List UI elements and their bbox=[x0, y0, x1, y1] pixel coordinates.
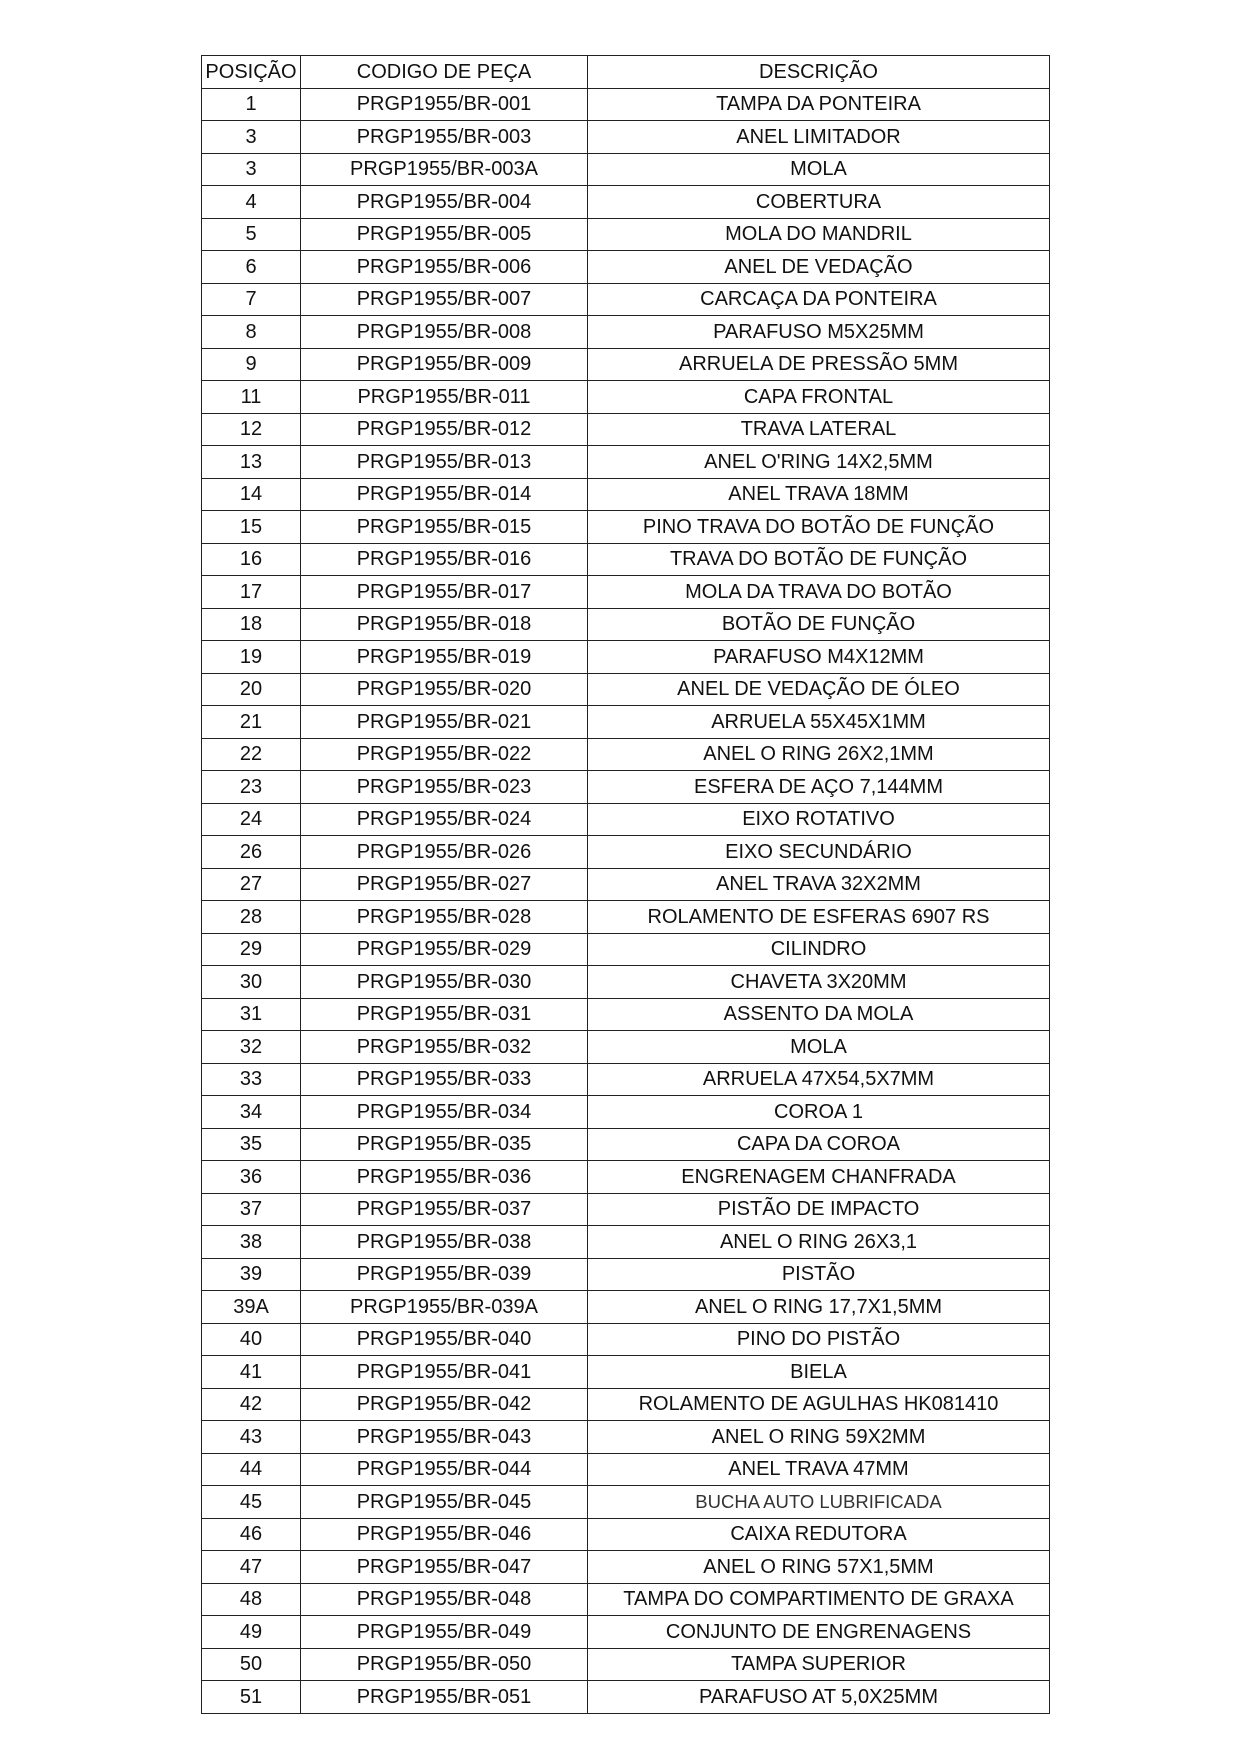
cell-part-code: PRGP1955/BR-034 bbox=[301, 1096, 588, 1129]
cell-position: 26 bbox=[202, 836, 301, 869]
cell-position: 34 bbox=[202, 1096, 301, 1129]
cell-description: CHAVETA 3X20MM bbox=[588, 966, 1050, 999]
cell-position: 46 bbox=[202, 1518, 301, 1551]
cell-part-code: PRGP1955/BR-021 bbox=[301, 706, 588, 739]
cell-position: 1 bbox=[202, 88, 301, 121]
cell-description: ANEL O RING 59X2MM bbox=[588, 1421, 1050, 1454]
table-row bbox=[202, 186, 1050, 219]
cell-part-code: PRGP1955/BR-036 bbox=[301, 1161, 588, 1194]
table-row bbox=[202, 1486, 1050, 1519]
cell-description: PARAFUSO M4X12MM bbox=[588, 641, 1050, 674]
table-row bbox=[202, 706, 1050, 739]
cell-part-code: PRGP1955/BR-006 bbox=[301, 251, 588, 284]
cell-description: BUCHA AUTO LUBRIFICADA bbox=[588, 1486, 1050, 1519]
header-position: POSIÇÃO bbox=[202, 56, 301, 89]
cell-description: MOLA bbox=[588, 1031, 1050, 1064]
cell-description: CARCAÇA DA PONTEIRA bbox=[588, 283, 1050, 316]
cell-part-code: PRGP1955/BR-031 bbox=[301, 998, 588, 1031]
cell-position: 47 bbox=[202, 1551, 301, 1584]
table-row bbox=[202, 251, 1050, 284]
cell-part-code: PRGP1955/BR-035 bbox=[301, 1128, 588, 1161]
cell-position: 16 bbox=[202, 543, 301, 576]
cell-part-code: PRGP1955/BR-029 bbox=[301, 933, 588, 966]
table-row bbox=[202, 1323, 1050, 1356]
cell-part-code: PRGP1955/BR-003A bbox=[301, 153, 588, 186]
cell-description: CAPA DA COROA bbox=[588, 1128, 1050, 1161]
cell-position: 42 bbox=[202, 1388, 301, 1421]
cell-description: ANEL O RING 26X2,1MM bbox=[588, 738, 1050, 771]
cell-description: PARAFUSO AT 5,0X25MM bbox=[588, 1681, 1050, 1714]
cell-part-code: PRGP1955/BR-011 bbox=[301, 381, 588, 414]
cell-description: ARRUELA DE PRESSÃO 5MM bbox=[588, 348, 1050, 381]
cell-description: TAMPA DA PONTEIRA bbox=[588, 88, 1050, 121]
cell-position: 14 bbox=[202, 478, 301, 511]
cell-description: ENGRENAGEM CHANFRADA bbox=[588, 1161, 1050, 1194]
cell-position: 41 bbox=[202, 1356, 301, 1389]
cell-position: 39A bbox=[202, 1291, 301, 1324]
cell-description: PISTÃO bbox=[588, 1258, 1050, 1291]
table-row bbox=[202, 673, 1050, 706]
header-part-code: CODIGO DE PEÇA bbox=[301, 56, 588, 89]
table-row bbox=[202, 1681, 1050, 1714]
table-row bbox=[202, 381, 1050, 414]
cell-position: 27 bbox=[202, 868, 301, 901]
cell-description: ANEL DE VEDAÇÃO DE ÓLEO bbox=[588, 673, 1050, 706]
cell-part-code: PRGP1955/BR-033 bbox=[301, 1063, 588, 1096]
cell-part-code: PRGP1955/BR-030 bbox=[301, 966, 588, 999]
cell-position: 48 bbox=[202, 1583, 301, 1616]
table-row bbox=[202, 1291, 1050, 1324]
cell-description: PINO DO PISTÃO bbox=[588, 1323, 1050, 1356]
cell-description: BIELA bbox=[588, 1356, 1050, 1389]
table-row bbox=[202, 1096, 1050, 1129]
cell-part-code: PRGP1955/BR-051 bbox=[301, 1681, 588, 1714]
cell-description: ROLAMENTO DE ESFERAS 6907 RS bbox=[588, 901, 1050, 934]
table-row bbox=[202, 1583, 1050, 1616]
cell-position: 28 bbox=[202, 901, 301, 934]
table-row bbox=[202, 1128, 1050, 1161]
table-row bbox=[202, 316, 1050, 349]
cell-part-code: PRGP1955/BR-039 bbox=[301, 1258, 588, 1291]
cell-part-code: PRGP1955/BR-022 bbox=[301, 738, 588, 771]
table-row bbox=[202, 1226, 1050, 1259]
table-row bbox=[202, 1258, 1050, 1291]
cell-description: ARRUELA 55X45X1MM bbox=[588, 706, 1050, 739]
cell-position: 17 bbox=[202, 576, 301, 609]
table-row bbox=[202, 478, 1050, 511]
cell-description: ANEL LIMITADOR bbox=[588, 121, 1050, 154]
cell-position: 32 bbox=[202, 1031, 301, 1064]
cell-position: 11 bbox=[202, 381, 301, 414]
cell-description: ROLAMENTO DE AGULHAS HK081410 bbox=[588, 1388, 1050, 1421]
table-row bbox=[202, 1648, 1050, 1681]
table-row bbox=[202, 1031, 1050, 1064]
cell-description: CILINDRO bbox=[588, 933, 1050, 966]
table-row bbox=[202, 641, 1050, 674]
cell-part-code: PRGP1955/BR-038 bbox=[301, 1226, 588, 1259]
cell-position: 6 bbox=[202, 251, 301, 284]
cell-position: 50 bbox=[202, 1648, 301, 1681]
table-row bbox=[202, 738, 1050, 771]
table-row bbox=[202, 771, 1050, 804]
cell-part-code: PRGP1955/BR-043 bbox=[301, 1421, 588, 1454]
cell-part-code: PRGP1955/BR-042 bbox=[301, 1388, 588, 1421]
cell-description: ANEL O RING 57X1,5MM bbox=[588, 1551, 1050, 1584]
cell-position: 5 bbox=[202, 218, 301, 251]
table-row bbox=[202, 88, 1050, 121]
cell-part-code: PRGP1955/BR-015 bbox=[301, 511, 588, 544]
cell-position: 51 bbox=[202, 1681, 301, 1714]
cell-position: 38 bbox=[202, 1226, 301, 1259]
cell-part-code: PRGP1955/BR-026 bbox=[301, 836, 588, 869]
cell-position: 19 bbox=[202, 641, 301, 674]
cell-part-code: PRGP1955/BR-005 bbox=[301, 218, 588, 251]
cell-description: PISTÃO DE IMPACTO bbox=[588, 1193, 1050, 1226]
table-row bbox=[202, 1161, 1050, 1194]
cell-position: 20 bbox=[202, 673, 301, 706]
cell-position: 4 bbox=[202, 186, 301, 219]
parts-table bbox=[201, 55, 1050, 1714]
cell-position: 18 bbox=[202, 608, 301, 641]
table-row bbox=[202, 1616, 1050, 1649]
cell-part-code: PRGP1955/BR-003 bbox=[301, 121, 588, 154]
table-row bbox=[202, 543, 1050, 576]
cell-part-code: PRGP1955/BR-004 bbox=[301, 186, 588, 219]
cell-description: ARRUELA 47X54,5X7MM bbox=[588, 1063, 1050, 1096]
table-row bbox=[202, 1388, 1050, 1421]
cell-part-code: PRGP1955/BR-027 bbox=[301, 868, 588, 901]
cell-part-code: PRGP1955/BR-024 bbox=[301, 803, 588, 836]
cell-description: CONJUNTO DE ENGRENAGENS bbox=[588, 1616, 1050, 1649]
cell-part-code: PRGP1955/BR-007 bbox=[301, 283, 588, 316]
cell-position: 3 bbox=[202, 153, 301, 186]
cell-description: ANEL TRAVA 47MM bbox=[588, 1453, 1050, 1486]
cell-position: 13 bbox=[202, 446, 301, 479]
cell-part-code: PRGP1955/BR-037 bbox=[301, 1193, 588, 1226]
table-row bbox=[202, 446, 1050, 479]
cell-part-code: PRGP1955/BR-040 bbox=[301, 1323, 588, 1356]
cell-position: 12 bbox=[202, 413, 301, 446]
cell-part-code: PRGP1955/BR-017 bbox=[301, 576, 588, 609]
table-row bbox=[202, 121, 1050, 154]
table-row bbox=[202, 511, 1050, 544]
cell-description: COROA 1 bbox=[588, 1096, 1050, 1129]
cell-position: 44 bbox=[202, 1453, 301, 1486]
parts-table-body bbox=[202, 88, 1050, 1713]
cell-part-code: PRGP1955/BR-001 bbox=[301, 88, 588, 121]
cell-part-code: PRGP1955/BR-020 bbox=[301, 673, 588, 706]
cell-part-code: PRGP1955/BR-009 bbox=[301, 348, 588, 381]
table-row bbox=[202, 218, 1050, 251]
cell-description: MOLA DO MANDRIL bbox=[588, 218, 1050, 251]
cell-description: TRAVA DO BOTÃO DE FUNÇÃO bbox=[588, 543, 1050, 576]
cell-description: CAIXA REDUTORA bbox=[588, 1518, 1050, 1551]
cell-part-code: PRGP1955/BR-018 bbox=[301, 608, 588, 641]
cell-description: ANEL DE VEDAÇÃO bbox=[588, 251, 1050, 284]
cell-part-code: PRGP1955/BR-014 bbox=[301, 478, 588, 511]
cell-part-code: PRGP1955/BR-044 bbox=[301, 1453, 588, 1486]
cell-part-code: PRGP1955/BR-028 bbox=[301, 901, 588, 934]
table-row bbox=[202, 1518, 1050, 1551]
cell-description: ESFERA DE AÇO 7,144MM bbox=[588, 771, 1050, 804]
cell-part-code: PRGP1955/BR-032 bbox=[301, 1031, 588, 1064]
cell-position: 33 bbox=[202, 1063, 301, 1096]
cell-description: EIXO SECUNDÁRIO bbox=[588, 836, 1050, 869]
cell-description: EIXO ROTATIVO bbox=[588, 803, 1050, 836]
cell-position: 35 bbox=[202, 1128, 301, 1161]
cell-position: 24 bbox=[202, 803, 301, 836]
cell-description: TAMPA SUPERIOR bbox=[588, 1648, 1050, 1681]
table-row bbox=[202, 901, 1050, 934]
cell-description: MOLA DA TRAVA DO BOTÃO bbox=[588, 576, 1050, 609]
cell-part-code: PRGP1955/BR-016 bbox=[301, 543, 588, 576]
table-row bbox=[202, 1063, 1050, 1096]
table-row bbox=[202, 868, 1050, 901]
cell-part-code: PRGP1955/BR-039A bbox=[301, 1291, 588, 1324]
table-row bbox=[202, 1551, 1050, 1584]
cell-description: MOLA bbox=[588, 153, 1050, 186]
cell-position: 23 bbox=[202, 771, 301, 804]
cell-description: ANEL TRAVA 18MM bbox=[588, 478, 1050, 511]
table-row bbox=[202, 608, 1050, 641]
cell-part-code: PRGP1955/BR-045 bbox=[301, 1486, 588, 1519]
cell-description: ANEL O RING 17,7X1,5MM bbox=[588, 1291, 1050, 1324]
cell-description: TAMPA DO COMPARTIMENTO DE GRAXA bbox=[588, 1583, 1050, 1616]
cell-part-code: PRGP1955/BR-013 bbox=[301, 446, 588, 479]
cell-part-code: PRGP1955/BR-048 bbox=[301, 1583, 588, 1616]
table-row bbox=[202, 153, 1050, 186]
cell-part-code: PRGP1955/BR-012 bbox=[301, 413, 588, 446]
cell-part-code: PRGP1955/BR-047 bbox=[301, 1551, 588, 1584]
table-row bbox=[202, 1453, 1050, 1486]
cell-position: 31 bbox=[202, 998, 301, 1031]
table-row bbox=[202, 413, 1050, 446]
table-row bbox=[202, 1356, 1050, 1389]
cell-position: 43 bbox=[202, 1421, 301, 1454]
header-description: DESCRIÇÃO bbox=[588, 56, 1050, 89]
cell-part-code: PRGP1955/BR-019 bbox=[301, 641, 588, 674]
table-row bbox=[202, 1421, 1050, 1454]
cell-description: CAPA FRONTAL bbox=[588, 381, 1050, 414]
cell-description: ANEL O RING 26X3,1 bbox=[588, 1226, 1050, 1259]
cell-position: 8 bbox=[202, 316, 301, 349]
table-row bbox=[202, 576, 1050, 609]
cell-part-code: PRGP1955/BR-008 bbox=[301, 316, 588, 349]
cell-position: 3 bbox=[202, 121, 301, 154]
cell-part-code: PRGP1955/BR-041 bbox=[301, 1356, 588, 1389]
table-row bbox=[202, 348, 1050, 381]
cell-position: 30 bbox=[202, 966, 301, 999]
table-row bbox=[202, 933, 1050, 966]
table-row bbox=[202, 283, 1050, 316]
cell-position: 29 bbox=[202, 933, 301, 966]
header-row bbox=[202, 56, 1050, 89]
cell-part-code: PRGP1955/BR-023 bbox=[301, 771, 588, 804]
cell-description: ANEL TRAVA 32X2MM bbox=[588, 868, 1050, 901]
table-row bbox=[202, 966, 1050, 999]
cell-position: 7 bbox=[202, 283, 301, 316]
cell-position: 15 bbox=[202, 511, 301, 544]
cell-position: 21 bbox=[202, 706, 301, 739]
cell-part-code: PRGP1955/BR-050 bbox=[301, 1648, 588, 1681]
table-row bbox=[202, 836, 1050, 869]
cell-description: TRAVA LATERAL bbox=[588, 413, 1050, 446]
cell-part-code: PRGP1955/BR-049 bbox=[301, 1616, 588, 1649]
parts-table-header bbox=[202, 56, 1050, 89]
cell-part-code: PRGP1955/BR-046 bbox=[301, 1518, 588, 1551]
cell-position: 9 bbox=[202, 348, 301, 381]
cell-description: COBERTURA bbox=[588, 186, 1050, 219]
cell-position: 49 bbox=[202, 1616, 301, 1649]
cell-description: ASSENTO DA MOLA bbox=[588, 998, 1050, 1031]
cell-position: 45 bbox=[202, 1486, 301, 1519]
table-row bbox=[202, 1193, 1050, 1226]
cell-position: 36 bbox=[202, 1161, 301, 1194]
cell-position: 22 bbox=[202, 738, 301, 771]
table-row bbox=[202, 998, 1050, 1031]
cell-description: PARAFUSO M5X25MM bbox=[588, 316, 1050, 349]
cell-description: BOTÃO DE FUNÇÃO bbox=[588, 608, 1050, 641]
table-row bbox=[202, 803, 1050, 836]
cell-position: 40 bbox=[202, 1323, 301, 1356]
cell-description: ANEL O'RING 14X2,5MM bbox=[588, 446, 1050, 479]
cell-description: PINO TRAVA DO BOTÃO DE FUNÇÃO bbox=[588, 511, 1050, 544]
cell-position: 39 bbox=[202, 1258, 301, 1291]
cell-position: 37 bbox=[202, 1193, 301, 1226]
